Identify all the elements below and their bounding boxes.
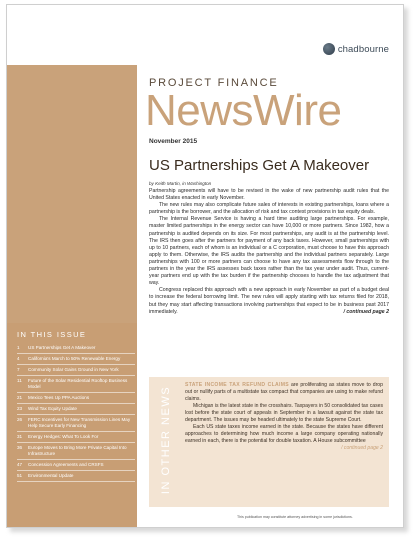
toc-page: 26 xyxy=(17,417,23,423)
toc-page: 36 xyxy=(17,444,23,450)
toc-text: Environmental Update xyxy=(28,472,74,478)
article-paragraph: The Internal Revenue Service is having a hard time auditing large partnerships. For example, master limited partnerships in the energy sector can have 10,000 or more partners. Since 1982, how a partnership is audited depends on its size. For most partnerships, any audit is at the partnership level. The IRS then goes after the partners for payment of any back taxes. However, small partnerships with up to 10 partners, each of whom is an individual or a C corporation, must choose to have this approach apply to them. Otherwise, the IRS audits the partnership and the individual partners separately. Large partnerships with 100 or more partners can choose to have any tax assessments flow through to the partners in the year the IRS assesses back taxes rather than the tax year under audit. Thus, current-year partners end up with the tax burden if the partnership chooses to handle the tax adjustment that way. xyxy=(149,216,389,287)
other-news-paragraph: Michigan is the latest state in the crosshairs. Taxpayers in 50 consolidated tax cases lost before the state court of appeals in September in a lawsuit against the state tax department. The issues may be headed ultimately to the state Supreme Court. xyxy=(185,403,383,423)
toc-text: Energy Hedges: What To Look For xyxy=(28,433,99,439)
article-paragraph: Partnership agreements will have to be revised in the wake of new partnership audit rules that the United States enacted in early November. xyxy=(149,188,389,202)
toc-page: 47 xyxy=(17,461,23,467)
brand-logo[interactable] xyxy=(323,43,389,55)
brand-name: chadbourne xyxy=(337,43,389,55)
toc-item[interactable] xyxy=(17,393,135,404)
other-news-paragraph xyxy=(185,382,383,403)
toc-text: Concession Agreements and CRSFS xyxy=(28,461,104,467)
toc-text: FERC Incentives for New Transmission Lines May Help Secure Early Financing xyxy=(28,417,131,428)
other-news-text: Each US state taxes income earned in the state. Because the states have different approaches to determining how much income a large company operating nationally earned in each, there is the potential for double taxation. A House subcommittee xyxy=(185,424,383,444)
toc-page: 31 xyxy=(17,433,23,439)
toc-page: 21 xyxy=(17,394,23,400)
toc-item[interactable] xyxy=(17,354,135,365)
toc-page: 4 xyxy=(17,356,20,362)
toc-page: 7 xyxy=(17,367,20,373)
toc-text: Wind Tax Equity Update xyxy=(28,406,77,412)
masthead-section: PROJECT FINANCE xyxy=(149,77,279,89)
toc-item[interactable] xyxy=(17,365,135,376)
article-headline: US Partnerships Get A Makeover xyxy=(149,157,370,174)
other-news-lead: STATE INCOME TAX REFUND CLAIMS xyxy=(185,382,289,388)
toc-item[interactable] xyxy=(17,404,135,415)
toc-item[interactable] xyxy=(17,343,135,354)
footer-note: This publication may constitute attorney advertising in some jurisdictions. xyxy=(237,515,353,519)
article-paragraph xyxy=(149,287,389,315)
toc-text: Future of the Solar Residential Rooftop Business Model xyxy=(28,378,128,389)
toc-text: Mexico Tees Up PPA Auctions xyxy=(28,394,90,400)
article-byline: by Keith Martin, in Washington xyxy=(149,181,212,186)
toc-page: 51 xyxy=(17,472,23,478)
other-news-title: IN OTHER NEWS xyxy=(160,385,172,495)
article-paragraph-text: Congress replaced this approach with a new approach in early November as part of a budget deal to increase the federal borrowing limit. The new rules will apply starting with tax returns filed for 2018, but they may start affecting transactions involving partnerships that expect to be in business past 2017 immediately. xyxy=(149,287,389,315)
toc-text: Europe Moves to Bring More Private Capital Into Infrastructure xyxy=(28,444,127,456)
toc-text: California's March to 50% Renewable Energy xyxy=(28,356,121,362)
article-paragraph: The new rules may also complicate future sales of interests in existing partnerships, loans where a partnership is the borrower, and the allocation of risk and tax contest provisions in tax equity deals. xyxy=(149,202,389,216)
toc-page: 11 xyxy=(17,378,22,384)
newsletter-cover xyxy=(6,4,404,528)
toc-title: IN THIS ISSUE xyxy=(17,330,87,339)
toc-item[interactable] xyxy=(17,415,135,432)
masthead-title: NewsWire xyxy=(145,86,342,135)
table-of-contents xyxy=(17,343,135,482)
toc-item[interactable] xyxy=(17,443,135,460)
other-news-body xyxy=(185,382,383,452)
globe-logo-icon xyxy=(323,43,335,55)
toc-text: Community Solar Gains Ground in New York xyxy=(28,367,119,373)
other-news-paragraph xyxy=(185,424,383,451)
toc-item[interactable] xyxy=(17,460,135,471)
toc-item[interactable] xyxy=(17,376,135,393)
toc-page: 1 xyxy=(17,345,20,350)
toc-item[interactable] xyxy=(17,471,135,482)
other-news-continued-link[interactable]: / continued page 2 xyxy=(341,445,383,451)
other-news-title-wrap xyxy=(157,385,175,495)
toc-page: 23 xyxy=(17,406,23,412)
toc-text: US Partnerships Get A Makeover xyxy=(28,345,96,350)
sidebar-top xyxy=(7,5,137,65)
issue-date: November 2015 xyxy=(149,138,198,145)
other-news-text: are proliferating as states move to drop out or nullify parts of a multistate tax compact that companies are using to make refund claims. xyxy=(185,382,383,402)
continued-link[interactable]: / continued page 2 xyxy=(343,308,389,315)
article-body xyxy=(149,188,389,316)
toc-item[interactable] xyxy=(17,432,135,443)
